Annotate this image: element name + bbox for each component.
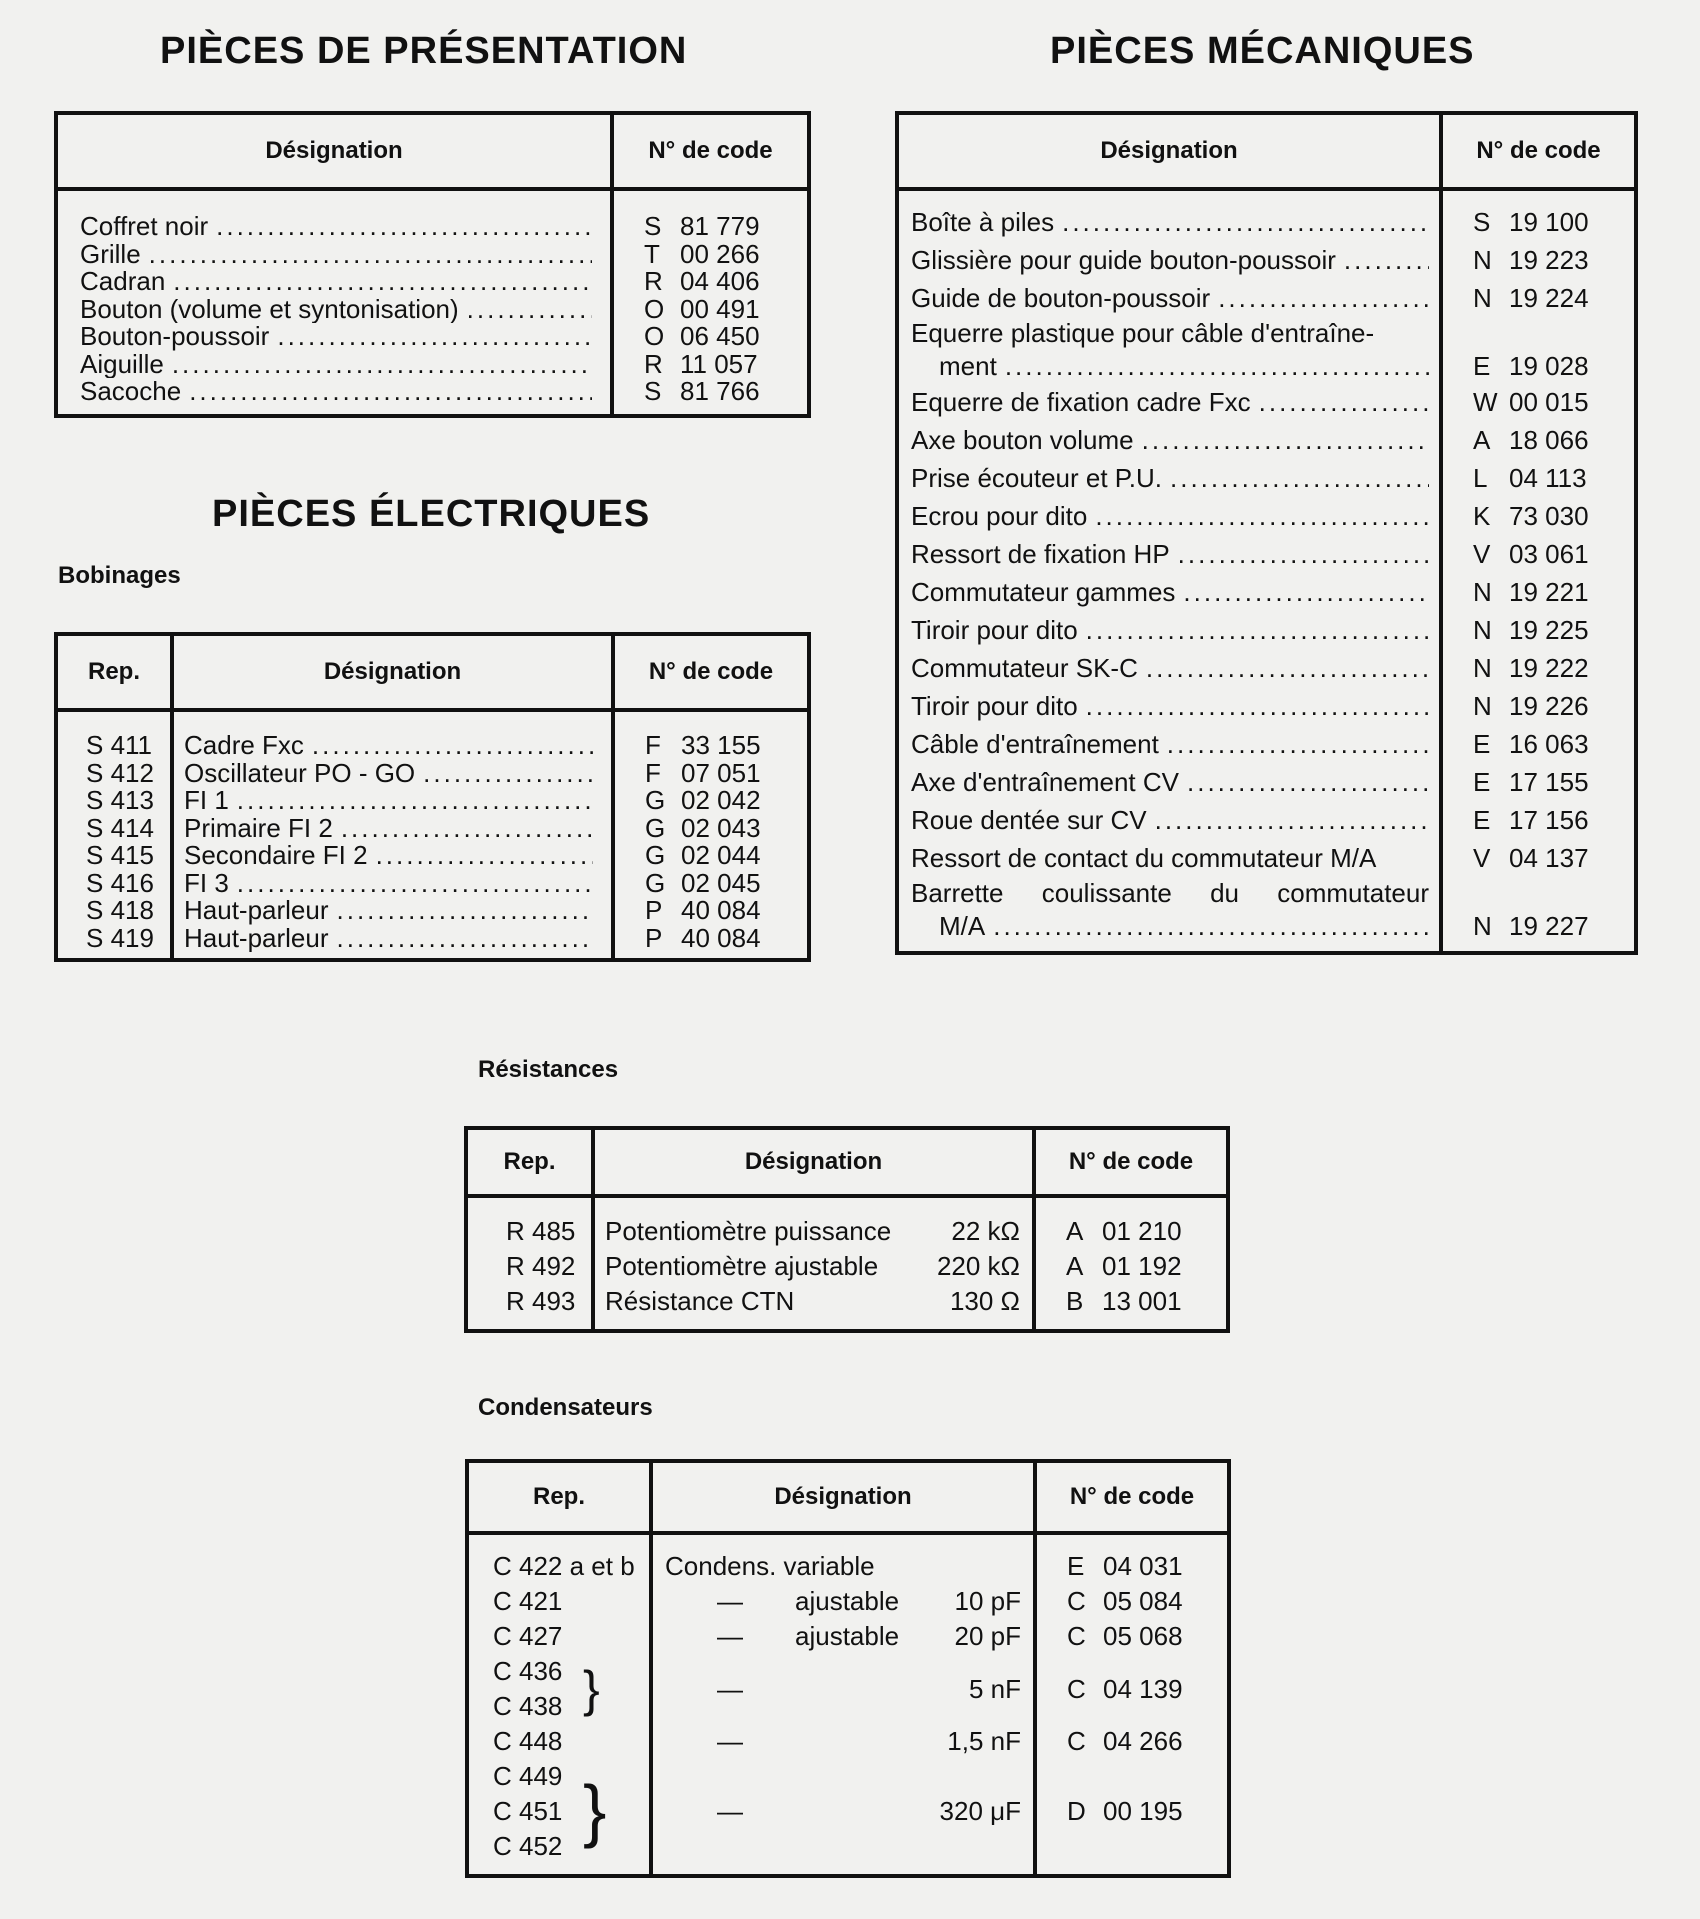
list-item: Tiroir pour dito ..... [911,611,1429,649]
designation-header: Désignation [56,113,612,189]
part-code: C 05 084 [1067,1586,1183,1616]
part-code: P 40 084 [645,897,761,925]
list-item: — 320 μF [665,1759,1021,1864]
part-code: S 19 100 [1473,207,1589,237]
part-code: W 00 015 [1473,387,1589,417]
rep-cell: C 451 [493,1796,563,1826]
list-item: Condens. variable [665,1551,875,1581]
list-item: Bouton-poussoir ..... [80,323,592,351]
rep-cell: C 438 [493,1691,563,1721]
rep-header: Rep. [56,634,172,710]
rep-cell: R 485 [506,1216,576,1246]
rep-cell: C 448 [493,1726,563,1756]
table-body-row [56,710,809,960]
designation-header: Désignation [172,634,613,710]
table-body-row [56,189,809,416]
table-header-row [56,113,809,189]
part-code: E 17 155 [1473,767,1589,797]
presentation-title: PIÈCES DE PRÉSENTATION [160,30,688,72]
list-item: Ecrou pour dito ..... [911,497,1429,535]
list-item: Potentiomètre ajustable 220 kΩ [605,1249,1020,1284]
rep-cell: R 493 [506,1286,576,1316]
list-item: Axe d'entraînement CV ..... [911,763,1429,801]
list-item: Boîte à piles ..... [911,203,1429,241]
part-code: G 02 042 [645,787,761,815]
code-header: N° de code [613,634,809,710]
rep-cell: S 412 [86,759,154,787]
list-item: Equerre plastique pour câble d'entraîne- ment ..... [911,317,1429,383]
part-code: E 04 031 [1067,1551,1183,1581]
rep-cell: C 436 [493,1656,563,1686]
list-item: Primaire FI 2 ..... [184,815,593,843]
part-code: O 06 450 [644,323,760,351]
part-code: S 81 779 [644,213,760,241]
resistances-table [464,1126,1230,1333]
condensateurs-label: Condensateurs [478,1394,653,1421]
designation-header: Désignation [593,1128,1034,1196]
part-code: N 19 221 [1473,577,1589,607]
table-header-row [467,1461,1229,1533]
list-item: Grille ..... [80,241,592,269]
ditto-dash [665,1759,795,1864]
table-header-row [56,634,809,710]
list-item: Sacoche ..... [80,378,592,406]
list-item: Coffret noir ..... [80,213,592,241]
table-body-row [466,1196,1228,1331]
list-item: Commutateur SK-C ..... [911,649,1429,687]
rep-group [493,1759,649,1864]
brace-icon: } [583,1661,600,1717]
table-body-row [467,1533,1229,1876]
list-item: — ajustable 20 pF [665,1619,1021,1654]
list-item: Secondaire FI 2 ..... [184,842,593,870]
rep-cell: C 422 a et b [493,1551,635,1581]
part-code: B 13 001 [1066,1286,1182,1316]
part-code: V 04 137 [1473,843,1589,873]
list-item: — 1,5 nF [665,1724,1021,1759]
code-header: N° de code [1441,113,1636,189]
part-code: K 73 030 [1473,501,1589,531]
list-item: Haut-parleur ..... [184,897,593,925]
part-code: E 19 028 [1473,351,1589,381]
part-code: A 18 066 [1473,425,1589,455]
resistances-label: Résistances [478,1056,619,1083]
ditto-dash [665,1584,795,1619]
list-item: Cadran ..... [80,268,592,296]
list-item: FI 1 ..... [184,787,593,815]
part-code: N 19 227 [1473,911,1589,941]
code-header: N° de code [1035,1461,1229,1533]
list-item: — 5 nF [665,1654,1021,1724]
table-body-row [897,189,1636,953]
list-item: FI 3 ..... [184,870,593,898]
part-code: G 02 044 [645,842,761,870]
part-code: N 19 222 [1473,653,1589,683]
designation-header: Désignation [651,1461,1035,1533]
part-code: F 07 051 [645,759,761,787]
part-code: S 81 766 [644,378,760,406]
list-item: Bouton (volume et syntonisation) ..... [80,296,592,324]
list-item: Tiroir pour dito ..... [911,687,1429,725]
part-code: O 00 491 [644,295,760,323]
rep-cell: C 452 [493,1831,563,1861]
part-code: F 33 155 [645,732,761,760]
ditto-dash [665,1724,795,1759]
code-header: N° de code [1034,1128,1228,1196]
condensateurs-table [465,1459,1231,1878]
resistance-value: 130 Ω [949,1286,1020,1316]
rep-group [493,1654,649,1724]
list-item: Commutateur gammes ..... [911,573,1429,611]
electrical-title: PIÈCES ÉLECTRIQUES [212,493,651,535]
part-code: T 00 266 [644,240,760,268]
rep-header: Rep. [466,1128,593,1196]
ditto-dash [665,1619,795,1654]
designation-header: Désignation [897,113,1441,189]
list-item: Prise écouteur et P.U. ..... [911,459,1429,497]
list-item: Barrette coulissante du commutateur M/A ..... [911,877,1429,943]
part-code: C 04 139 [1067,1674,1183,1704]
mechanical-table [895,111,1638,955]
part-code: G 02 045 [645,869,761,897]
list-item: Résistance CTN 130 Ω [605,1284,1020,1319]
rep-header: Rep. [467,1461,651,1533]
presentation-table [54,111,811,418]
rep-cell: C 449 [493,1761,563,1791]
part-code: A 01 210 [1066,1216,1182,1246]
part-code: C 05 068 [1067,1621,1183,1651]
table-header-row [466,1128,1228,1196]
rep-cell: S 413 [86,787,154,815]
rep-cell: S 414 [86,814,154,842]
list-item: Oscillateur PO - GO ..... [184,760,593,788]
bobinages-table [54,632,811,962]
part-code: R 11 057 [644,350,758,378]
list-item: Glissière pour guide bouton-poussoir ..... [911,241,1429,279]
part-code: N 19 224 [1473,283,1589,313]
list-item: Roue dentée sur CV ..... [911,801,1429,839]
list-item: Câble d'entraînement ..... [911,725,1429,763]
part-code: P 40 084 [645,924,761,952]
list-item: Axe bouton volume ..... [911,421,1429,459]
list-item: — ajustable 10 pF [665,1584,1021,1619]
list-item: Guide de bouton-poussoir ..... [911,279,1429,317]
rep-cell: C 421 [493,1586,563,1616]
list-item: Equerre de fixation cadre Fxc ..... [911,383,1429,421]
brace-icon: } [583,1771,607,1849]
part-code: L 04 113 [1473,463,1587,493]
mechanical-title: PIÈCES MÉCANIQUES [1050,30,1475,72]
part-code: R 04 406 [644,268,760,296]
bobinages-label: Bobinages [58,562,181,589]
table-header-row [897,113,1636,189]
rep-cell: S 418 [86,897,154,925]
list-item: Potentiomètre puissance 22 kΩ [605,1214,1020,1249]
part-code: V 03 061 [1473,539,1589,569]
list-item: Cadre Fxc ..... [184,732,593,760]
part-code: C 04 266 [1067,1726,1183,1756]
rep-cell: S 416 [86,869,154,897]
part-code: N 19 225 [1473,615,1589,645]
list-item: Ressort de contact du commutateur M/A [911,843,1377,873]
code-header: N° de code [612,113,809,189]
resistance-value: 220 kΩ [936,1251,1020,1281]
part-code: N 19 223 [1473,245,1589,275]
part-code: D 00 195 [1067,1796,1183,1826]
rep-cell: S 411 [86,732,153,760]
list-item: Ressort de fixation HP ..... [911,535,1429,573]
part-code: A 01 192 [1066,1251,1182,1281]
list-item: Haut-parleur ..... [184,925,593,953]
list-item: Aiguille ..... [80,351,592,379]
part-code: N 19 226 [1473,691,1589,721]
rep-cell: R 492 [506,1251,576,1281]
rep-cell: S 415 [86,842,154,870]
part-code: E 17 156 [1473,805,1589,835]
rep-cell: C 427 [493,1621,563,1651]
rep-cell: S 419 [86,924,154,952]
part-code: G 02 043 [645,814,761,842]
part-code: E 16 063 [1473,729,1589,759]
ditto-dash [665,1654,795,1724]
resistance-value: 22 kΩ [951,1216,1020,1246]
